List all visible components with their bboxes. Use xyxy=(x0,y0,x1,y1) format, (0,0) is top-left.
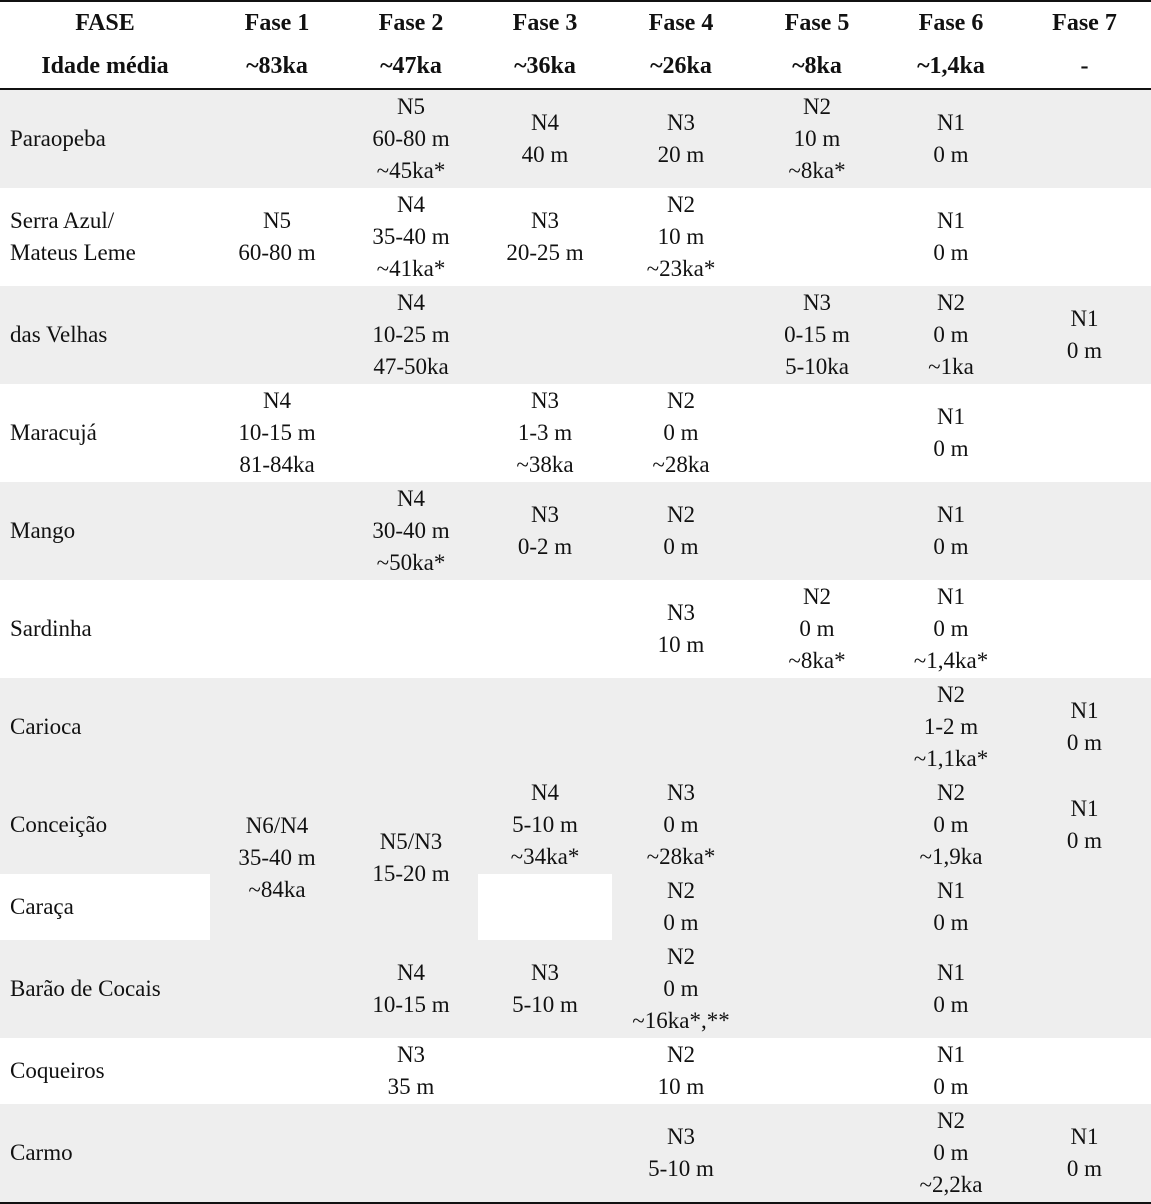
table-cell: N2 0 m ~1,9ka xyxy=(919,780,983,869)
age-fase-2: ~47ka xyxy=(344,44,478,89)
table-cell: N2 1-2 m ~1,1ka* xyxy=(913,682,989,771)
table-cell: N6/N4 35-40 m ~84ka xyxy=(238,813,316,902)
table-header xyxy=(0,1,1151,89)
table-cell: N3 20 m xyxy=(657,110,705,167)
table-cell: N1 0 m xyxy=(1066,1124,1103,1181)
table-cell: N4 10-15 m 81-84ka xyxy=(238,388,316,477)
table-cell: N3 0 m ~28ka* xyxy=(646,780,716,869)
age-fase-4: ~26ka xyxy=(612,44,750,89)
row-label: Carioca xyxy=(10,714,82,739)
table-row-coqueiros xyxy=(0,1038,1151,1104)
age-fase-7: - xyxy=(1018,44,1151,89)
table-cell: N1 0 m xyxy=(933,1042,969,1099)
table-cell: N4 35-40 m ~41ka* xyxy=(372,192,450,281)
header-fase-5: Fase 5 xyxy=(750,1,884,44)
table-cell: N5 60-80 m xyxy=(238,208,316,265)
table-cell: N2 0 m ~28ka xyxy=(652,388,710,477)
header-fase-2: Fase 2 xyxy=(344,1,478,44)
table-cell: N2 0 m ~8ka* xyxy=(788,584,846,673)
table-cell: N2 0 m ~2,2ka xyxy=(919,1108,983,1197)
table-cell: N3 5-10 m xyxy=(512,960,578,1017)
age-fase-6: ~1,4ka xyxy=(884,44,1018,89)
row-label: Conceição xyxy=(10,812,108,837)
row-label: Barão de Cocais xyxy=(10,976,161,1001)
table-cell: N1 0 m xyxy=(933,960,969,1017)
age-fase-1: ~83ka xyxy=(210,44,344,89)
table-cell: N3 5-10 m xyxy=(648,1124,714,1181)
table-row-mango xyxy=(0,482,1151,580)
table-cell: N5 60-80 m ~45ka* xyxy=(372,94,450,183)
table-cell: N2 0 m xyxy=(663,878,699,935)
table-row-carmo xyxy=(0,1104,1151,1203)
table-cell: N2 0 m ~16ka*,** xyxy=(632,944,730,1033)
table-cell: N3 1-3 m ~38ka xyxy=(516,388,574,477)
table-body xyxy=(0,89,1151,1203)
table-cell: N1 0 m xyxy=(1066,698,1103,755)
table-cell: N1 0 m xyxy=(933,878,969,935)
table-row-maracuja xyxy=(0,384,1151,482)
row-label: Caraça xyxy=(10,894,74,919)
table-row-conceicao xyxy=(0,776,1151,874)
header-row-phase xyxy=(0,1,1151,44)
row-label: Paraopeba xyxy=(10,126,106,151)
table-row-carioca xyxy=(0,678,1151,776)
table-cell: N4 40 m xyxy=(521,110,569,167)
table-cell: N4 30-40 m ~50ka* xyxy=(372,486,450,575)
age-fase-3: ~36ka xyxy=(478,44,612,89)
table-cell: N1 0 m xyxy=(933,502,969,559)
table-row-sardinha xyxy=(0,580,1151,678)
table-cell: N2 10 m ~23ka* xyxy=(646,192,716,281)
table-cell: N5/N3 15-20 m xyxy=(372,829,450,886)
table-cell: N4 10-15 m xyxy=(372,960,450,1017)
table-cell: N3 20-25 m xyxy=(506,208,584,265)
table-cell: N2 10 m ~8ka* xyxy=(788,94,846,183)
row-label: das Velhas xyxy=(10,322,108,347)
row-label: Sardinha xyxy=(10,616,92,641)
table-row-caraca xyxy=(0,874,1151,940)
table-row-barao-de-cocais xyxy=(0,940,1151,1038)
table-cell: N3 35 m xyxy=(387,1042,435,1099)
age-fase-5: ~8ka xyxy=(750,44,884,89)
table-cell: N1 0 m xyxy=(933,110,969,167)
row-label: Coqueiros xyxy=(10,1058,105,1083)
header-fase-4: Fase 4 xyxy=(612,1,750,44)
header-fase: FASE xyxy=(0,1,210,44)
table-cell: N3 10 m xyxy=(657,600,705,657)
table-cell: N1 0 m xyxy=(1066,306,1103,363)
table-cell: N3 0-2 m xyxy=(517,502,573,559)
header-fase-6: Fase 6 xyxy=(884,1,1018,44)
table-row-das-velhas xyxy=(0,286,1151,384)
table-cell: N4 10-25 m 47-50ka xyxy=(372,290,450,379)
row-label: Carmo xyxy=(10,1140,73,1165)
table-row-serra-azul xyxy=(0,188,1151,286)
row-label: Maracujá xyxy=(10,420,97,445)
row-label: Mango xyxy=(10,518,76,543)
header-fase-1: Fase 1 xyxy=(210,1,344,44)
table-cell: N2 10 m xyxy=(657,1042,705,1099)
table-cell: N1 0 m xyxy=(1066,796,1103,853)
table-cell: N1 0 m xyxy=(933,404,969,461)
table-cell: N2 0 m xyxy=(663,502,699,559)
table-cell: N2 0 m ~1ka xyxy=(928,290,974,379)
table-cell: N1 0 m xyxy=(933,208,969,265)
header-fase-3: Fase 3 xyxy=(478,1,612,44)
table-cell: N3 0-15 m 5-10ka xyxy=(784,290,850,379)
header-fase-7: Fase 7 xyxy=(1018,1,1151,44)
table-cell: N4 5-10 m ~34ka* xyxy=(510,780,580,869)
table-row-paraopeba xyxy=(0,89,1151,188)
header-row-age xyxy=(0,44,1151,89)
row-label: Serra Azul/ Mateus Leme xyxy=(10,208,136,265)
header-idade-media: Idade média xyxy=(0,44,210,89)
table-cell: N1 0 m ~1,4ka* xyxy=(913,584,989,673)
